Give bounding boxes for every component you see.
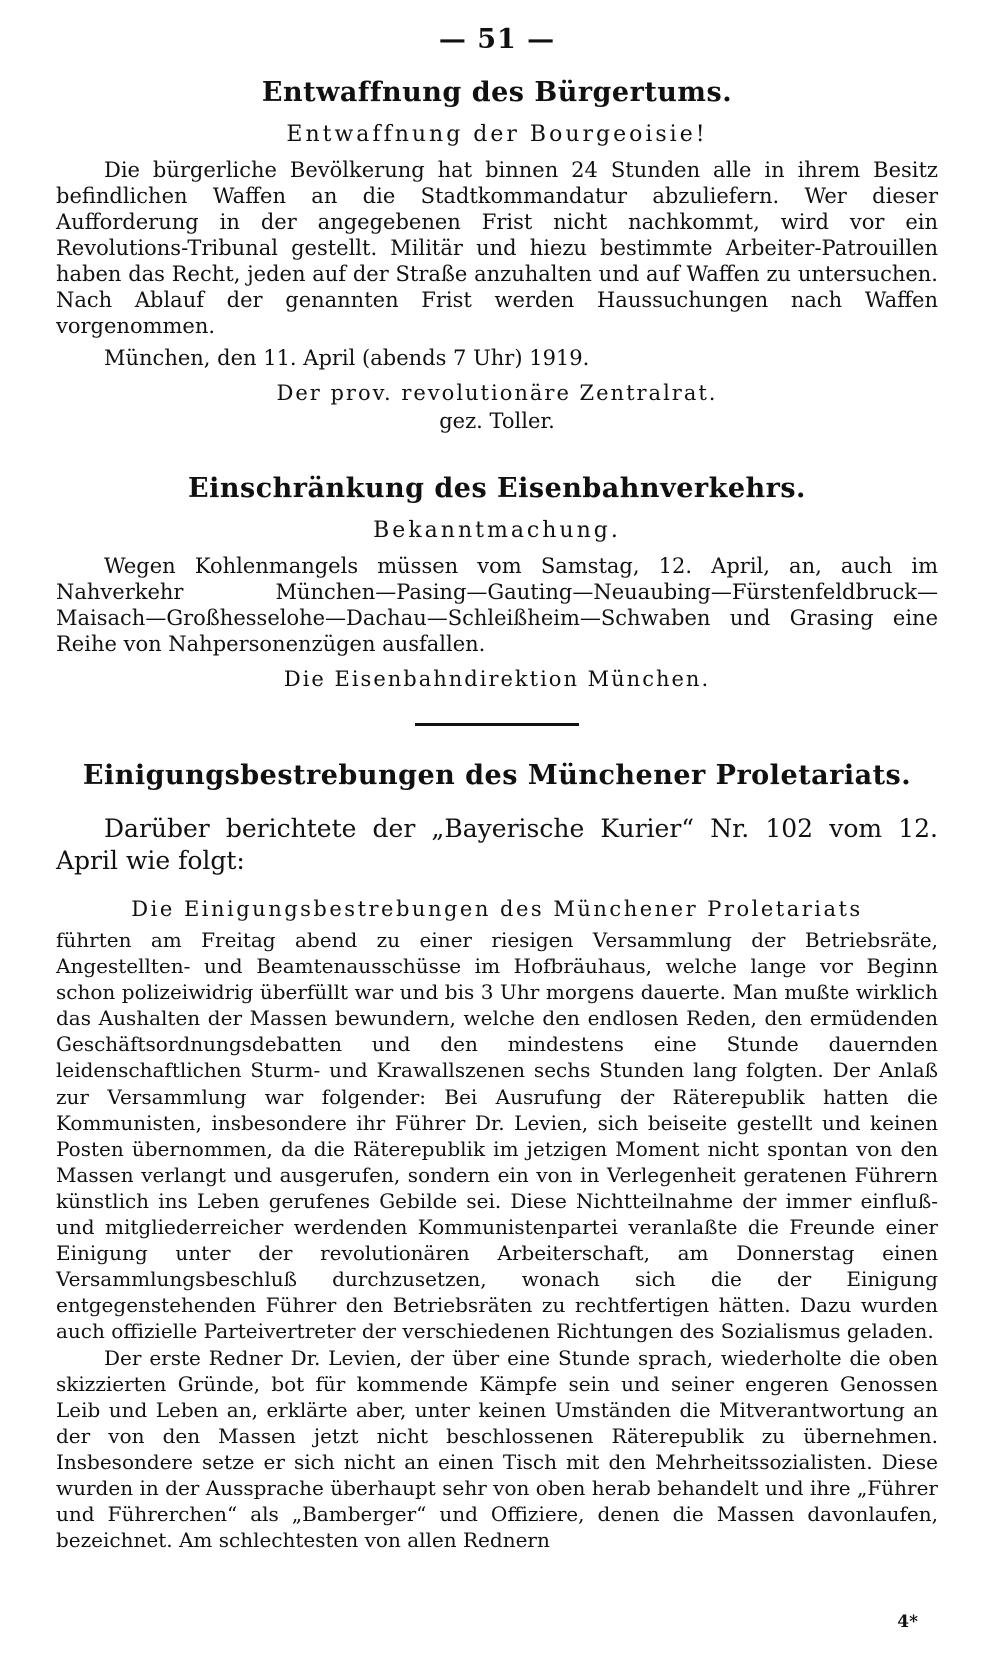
section-heading: Einschränkung des Eisenbahnverkehrs. (188, 473, 806, 504)
intro-text: Darüber berichtete der „Bayerische Kurier“ Nr. 102 vom 12. April wie folgt: (56, 814, 938, 875)
signature-signed: gez. Toller. (439, 409, 555, 433)
article-paragraph: führten am Freitag abend zu einer riesigen Versammlung der Betriebsräte, Angestellten- und Beamtenausschüsse im Hofbräuhaus, welche lange vor Beginn schon polizeiwidrig überfüllt war und bis 3 Uhr morgens dauerte. Man mußte wirklich das Aushalten der Massen bewundern, welche den endlosen Reden, den ermüdenden Geschäftsordnungsdebatten und den mindestens eine Stunde dauernden leidenschaftlichen Sturm- und Krawallszenen sechs Stunden lang folgten. Der Anlaß zur Versammlung war folgender: Bei Ausrufung der Räterepublik hatten die Kommunisten, insbesondere ihr Führer Dr. Levien, sich beiseite gestellt und keinen Posten übernommen, da die Räterepublik im jetzigen Moment nicht spontan von den Massen verlangt und ausgerufen, sondern ein von in Verlegenheit geratenen Führern künstlich ins Leben gerufenes Gebilde sei. Diese Nichtteilnahme der immer einfluß- und mitgliederreicher werdenden Kommunistenpartei veranlaßte die Freunde einer Einigung unter der revolutionären Arbeiterschaft, am Donnerstag einen Versammlungsbeschluß durchzusetzen, wonach sich die der Einigung entgegenstehenden Führer den Betriebsräten zu rechtfertigen hätten. Dazu wurden auch offizielle Parteivertreter der verschiedenen Richtungen des Sozialismus geladen. (56, 928, 938, 1344)
proclamation-text: Die bürgerliche Bevölkerung hat binnen 24 Stunden alle in ihrem Besitz befindlichen Waffen an die Stadtkommandatur abzuliefern. Wer dieser Aufforderung in der angegebenen Frist nicht nachkommt, wird vor ein Revolutions-Tribunal gestellt. Militär und hiezu bestimmte Arbeiter-Patrouillen haben das Recht, jeden auf der Straße anzuhalten und auf Waffen zu untersuchen. Nach Ablauf der genannten Frist werden Haussuchungen nach Waffen vorgenommen. (56, 158, 938, 338)
section-railway (56, 473, 938, 693)
signature-mark: 4* (897, 1612, 918, 1632)
page-number: — 51 — (438, 24, 556, 55)
article-title: Die Einigungsbestrebungen des Münchener Proletariats (131, 897, 863, 921)
section-heading: Entwaffnung des Bürgertums. (261, 77, 733, 108)
section-unification (56, 760, 938, 1553)
signature-council: Der prov. revolutionäre Zentralrat. (276, 381, 718, 405)
signature-railway: Die Eisenbahndirektion München. (283, 667, 711, 691)
divider-rule (415, 723, 579, 726)
section-heading: Einigungsbestrebungen des Münchener Proletariats. (82, 760, 912, 791)
article-paragraph: Der erste Redner Dr. Levien, der über eine Stunde sprach, wiederholte die oben skizzierten Gründe, bot für kommende Kämpfe sein und seiner engeren Genossen Leib und Leben an, erklärte aber, unter keinen Umständen die Mitverantwortung an der von den Massen jetzt nicht beschlossenen Räterepublik zu übernehmen. Insbesondere setze er sich nicht an einen Tisch mit den Mehrheitssozialisten. Diese wurden in der Aussprache überhaupt sehr von oben herab behandelt und ihre „Führer und Führerchen“ als „Bamberger“ und Offiziere, denen die Massen davonlaufen, bezeichnet. Am schlechtesten von allen Rednern (56, 1345, 938, 1553)
section-subheading: Bekanntmachung. (373, 518, 621, 543)
date-line: München, den 11. April (abends 7 Uhr) 1919. (104, 346, 590, 370)
section-subheading: Entwaffnung der Bourgeoisie! (286, 122, 708, 147)
announcement-text: Wegen Kohlenmangels müssen vom Samstag, 12. April, an, auch im Nahverkehr München—Pasing—Gauting—Neuaubing—Fürstenfeldbruck—Maisach—Großhesselohe—Dachau—Schleißheim—Schwaben und Grasing eine Reihe von Nahpersonenzügen ausfallen. (56, 554, 938, 656)
section-disarmament (56, 77, 938, 435)
